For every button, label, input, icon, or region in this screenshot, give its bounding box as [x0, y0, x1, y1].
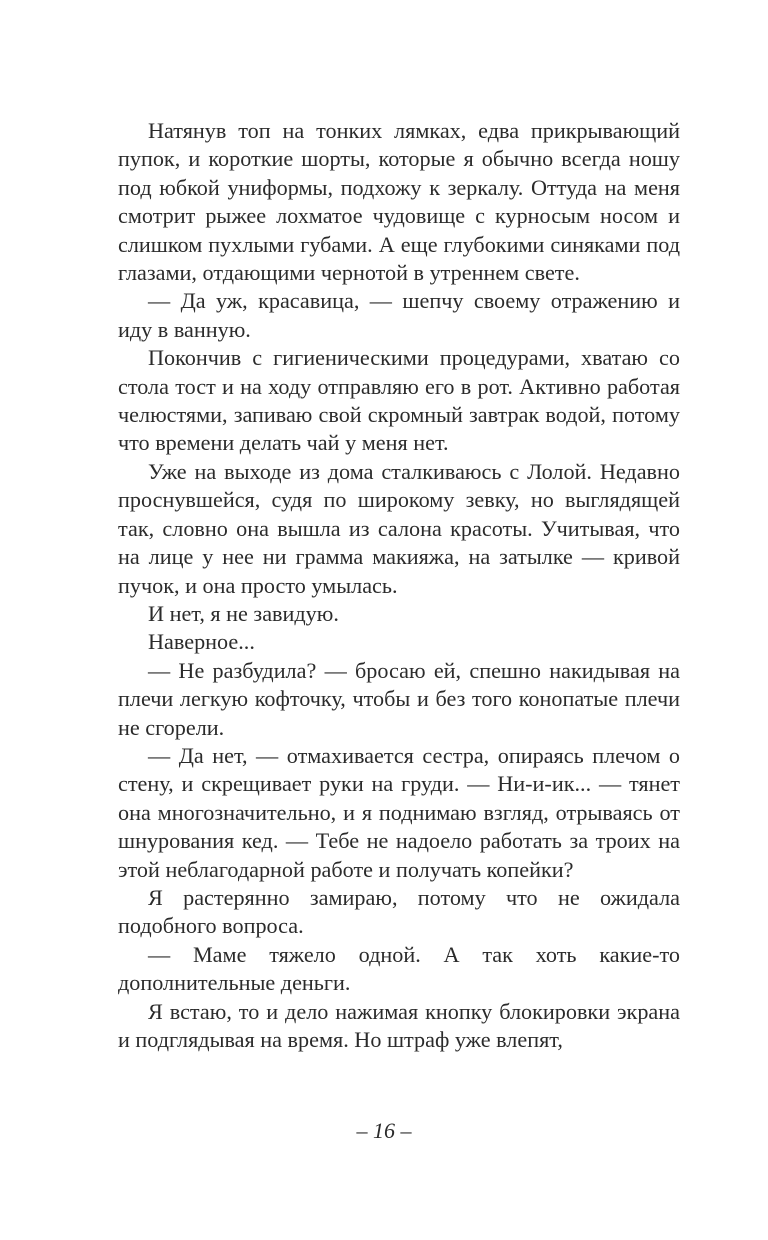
- paragraph: Наверное...: [148, 629, 255, 655]
- paragraph: — Да уж, красавица, — шепчу своему отражению и иду в ванную.: [118, 288, 680, 342]
- paragraph: Покончив с гигиеническими процедурами, хватаю со стола тост и на ходу отправляю его в рот. Активно работая челюстями, запиваю свой скромный завтрак водой, потому что времени делать чай у меня нет.: [118, 345, 680, 456]
- paragraph: — Да нет, — отмахивается сестра, опираясь плечом о стену, и скрещивает руки на груди. — Ни-и-ик... — тянет она многозначительно, и я поднимаю взгляд, отрываясь от шнурования кед. — Тебе не надоело работать за троих на этой неблагодарной работе и получать копейки?: [118, 742, 680, 882]
- paragraph: И нет, я не завидую.: [148, 600, 339, 626]
- paragraph: Я растерянно замираю, потому что не ожидала подобного вопроса.: [118, 884, 680, 939]
- book-page-text: [118, 117, 680, 1054]
- paragraph: Я встаю, то и дело нажимая кнопку блокировки экрана и подглядывая на время. Но штраф уже влепят,: [118, 998, 680, 1052]
- page-number: – 16 –: [356, 1118, 412, 1143]
- paragraph: Натянув топ на тонких лямках, едва прикрывающий пупок, и короткие шорты, которые я обычно всегда ношу под юбкой униформы, подхожу к зеркалу. Оттуда на меня смотрит рыжее лохматое чудовище с курносым носом и слишком пухлыми губами. А еще глубокими синяками под глазами, отдающими чернотой в утреннем свете.: [118, 118, 680, 286]
- paragraph: Уже на выходе из дома сталкиваюсь с Лолой. Недавно проснувшейся, судя по широкому зевку, но выглядящей так, словно она вышла из салона красоты. Учитывая, что на лице у нее ни грамма макияжа, на затылке — кривой пучок, и она просто умылась.: [118, 458, 680, 598]
- paragraph: — Не разбудила? — бросаю ей, спешно накидывая на плечи легкую кофточку, чтобы и без того конопатые плечи не сгорели.: [118, 657, 680, 740]
- paragraph: — Маме тяжело одной. А так хоть какие-то дополнительные деньги.: [118, 941, 680, 996]
